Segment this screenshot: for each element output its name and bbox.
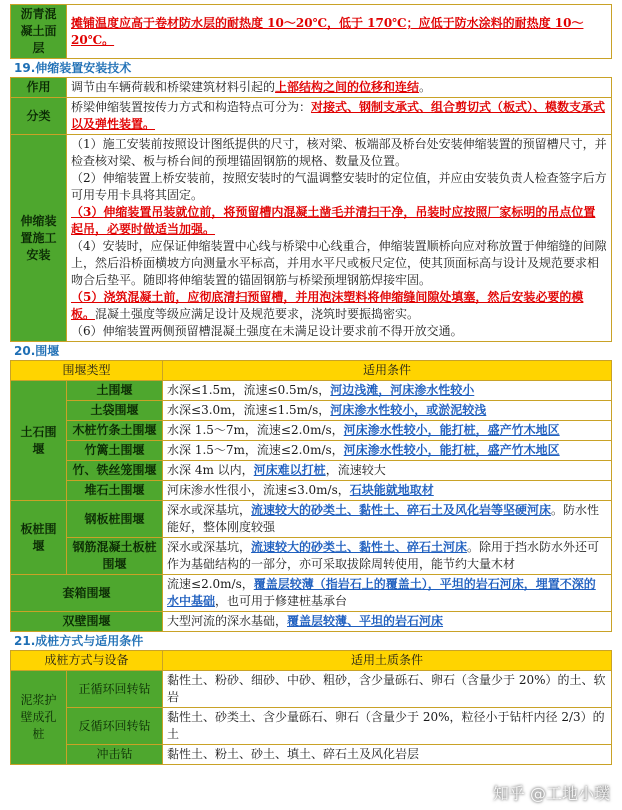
class-label: 分类 [11,98,67,135]
cofferdam-name: 竹、铁丝笼围堰 [67,461,163,481]
install-step-6: （6）伸缩装置两侧预留槽混凝土强度在未满足设计要求前不得开放交通。 [71,324,463,338]
install-label: 伸缩装置施工安装 [11,135,67,342]
pile-method-name: 反循环回转钻 [67,708,163,745]
cofferdam-name: 钢板桩围堰 [67,501,163,538]
group-sheet-pile: 板桩围堰 [11,501,67,575]
install-step-1: （1）施工安装前按照设计图纸提供的尺寸，核对梁、板端部及桥台处安装伸缩装置的预留槽尺寸，并检查核对梁、板与桥台间的预埋锚固钢筋的规格、数量及位置。 [71,137,607,168]
section-19-title: 19.伸缩装置安装技术 [14,61,132,75]
class-text: 桥梁伸缩装置按传力方式和构造特点可分为：对接式、钢制支承式、组合剪切式（板式）、模数支承式以及弹性装置。 [67,98,612,135]
cofferdam-cond: 河床渗水性很小，流速≤3.0m/s，石块能就地取材 [163,481,612,501]
role-label: 作用 [11,78,67,98]
section-21-title: 21.成桩方式与适用条件 [14,634,144,648]
group-earth-rock: 土石围堰 [11,381,67,501]
cofferdam-cond: 水深 1.5～7m，流速≤2.0m/s，河床渗水性较小，能打桩，盛产竹木地区 [163,441,612,461]
cofferdam-col-type: 围堰类型 [11,361,163,381]
cofferdam-cond: 水深 1.5～7m，流速≤2.0m/s，河床渗水性较小，能打桩，盛产竹木地区 [163,421,612,441]
role-text: 调节由车辆荷载和桥梁建筑材料引起的上部结构之间的位移和连结。 [67,78,612,98]
cofferdam-cond: 水深≤3.0m，流速≤1.5m/s，河床渗水性较小，或淤泥较浅 [163,401,612,421]
cofferdam-name: 土围堰 [67,381,163,401]
cofferdam-cond: 水深≤1.5m，流速≤0.5m/s，河边浅滩，河床渗水性较小 [163,381,612,401]
cofferdam-name: 木桩竹条土围堰 [67,421,163,441]
cofferdam-name: 钢筋混凝土板桩围堰 [67,538,163,575]
cofferdam-cond: 深水或深基坑，流速较大的砂类土、黏性土、碎石土及风化岩等坚硬河床。防水性能好，整体刚度较强 [163,501,612,538]
pile-method-table [10,650,612,765]
pile-col-method: 成桩方式与设备 [11,651,163,671]
pile-col-soil: 适用土质条件 [163,651,612,671]
install-step-5: （5）浇筑混凝土前，应彻底清扫预留槽，并用泡沫塑料将伸缩缝间隙处填塞，然后安装必要的模板。混凝土强度等级应满足设计及规范要求，浇筑时要振捣密实。 [71,290,584,321]
pile-method-name: 冲击钻 [67,745,163,765]
group-mud-wall: 泥浆护壁成孔桩 [11,671,67,765]
top-table [10,4,612,59]
section-20-title: 20.围堰 [14,344,60,358]
watermark: 知乎 @工地小璞 [492,784,610,803]
asphalt-layer-text: 摊铺温度应高于卷材防水层的耐热度 10～20℃，低于 170℃；应低于防水涂料的耐热度 10～20℃。 [67,5,612,59]
expansion-joint-table [10,77,612,342]
cofferdam-cond: 深水或深基坑，流速较大的砂类土、黏性土、碎石土河床。除用于挡水防水外还可作为基础结构的一部分，亦可采取拔除周转使用，能节约大量木材 [163,538,612,575]
cofferdam-cond: 大型河流的深水基础，覆盖层较薄、平坦的岩石河床 [163,612,612,632]
cofferdam-cond: 流速≤2.0m/s，覆盖层较薄（指岩石上的覆盖土），平坦的岩石河床，埋置不深的水中基础，也可用于修建桩基承台 [163,575,612,612]
cofferdam-name: 套箱围堰 [11,575,163,612]
pile-method-name: 正循环回转钻 [67,671,163,708]
cofferdam-name: 双壁围堰 [11,612,163,632]
cofferdam-table [10,360,612,632]
cofferdam-name: 竹篱土围堰 [67,441,163,461]
cofferdam-name: 堆石土围堰 [67,481,163,501]
install-step-4: （4）安装时，应保证伸缩装置中心线与桥梁中心线重合，伸缩装置顺桥向应对称放置于伸缩缝的间隙上，然后沿桥面横坡方向测量水平标高，并用水平尺或板尺定位，使其顶面标高与设计及规范要求相吻合后垫平。随即将伸缩装置的锚固钢筋与桥梁预埋钢筋焊接牢固。 [71,239,607,287]
cofferdam-name: 土袋围堰 [67,401,163,421]
install-step-3: （3）伸缩装置吊装就位前，将预留槽内混凝土凿毛并清扫干净，吊装时应按照厂家标明的吊点位置起吊，必要时做适当加强。 [71,205,596,236]
pile-soil-cond: 黏性土、砂类土、含少量砾石、卵石（含量少于 20%，粒径小于钻杆内径 2/3）的土 [163,708,612,745]
cofferdam-cond: 水深 4m 以内，河床难以打桩，流速较大 [163,461,612,481]
install-text [67,135,612,342]
pile-soil-cond: 黏性土、粉砂、细砂、中砂、粗砂，含少量砾石、卵石（含量少于 20%）的土、软岩 [163,671,612,708]
pile-soil-cond: 黏性土、粉土、砂土、填土、碎石土及风化岩层 [163,745,612,765]
cofferdam-col-cond: 适用条件 [163,361,612,381]
install-step-2: （2）伸缩装置上桥安装前，按照安装时的气温调整安装时的定位值，并应由安装负责人检查签字后方可用专用卡具将其固定。 [71,171,607,202]
asphalt-layer-label: 沥青混凝土面层 [11,5,67,59]
